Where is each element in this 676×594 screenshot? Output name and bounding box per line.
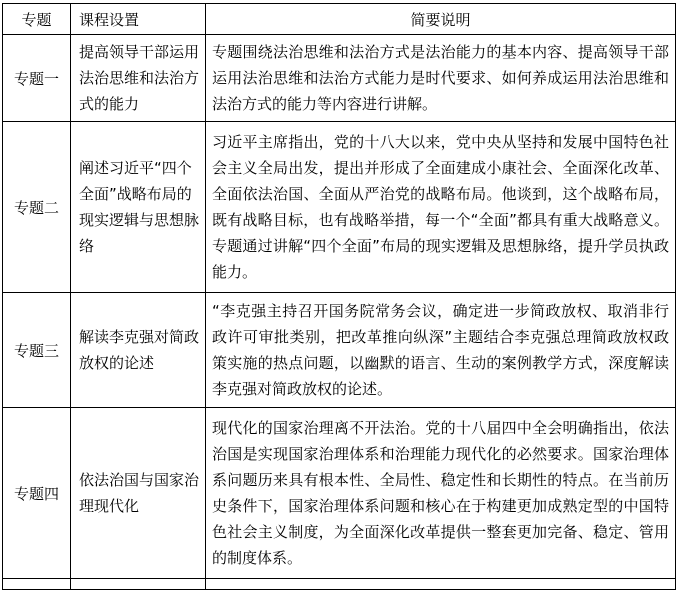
course-cell: 依法治国与国家治理现代化	[71, 408, 206, 579]
table-row	[3, 122, 676, 293]
course-cell: 阐述习近平“四个全面”战略布局的现实逻辑与思想脉络	[71, 122, 206, 293]
header-course: 课程设置	[71, 4, 206, 35]
curriculum-table	[2, 3, 676, 590]
table-header-row	[3, 4, 676, 35]
description-cell: 专题围绕法治思维和法治方式是法治能力的基本内容、提高领导干部运用法治思维和法治方式能力是时代要求、如何养成运用法治思维和法治方式的能力等内容进行讲解。	[206, 35, 676, 122]
table-row	[3, 293, 676, 408]
description-cell: 现代化的国家治理离不开法治。党的十八届四中全会明确指出，依法治国是实现国家治理体系和治理能力现代化的必然要求。国家治理体系问题历来具有根本性、全局性、稳定性和长期性的特点。在当前历史条件下，国家治理体系问题和核心在于构建更加成熟定型的中国特色社会主义制度，为全面深化改革提供一整套更加完备、稳定、管用的制度体系。	[206, 408, 676, 579]
table-row	[3, 408, 676, 579]
header-topic: 专题	[3, 4, 71, 35]
description-cell: 习近平主席指出，党的十八大以来，党中央从坚持和发展中国特色社会主义全局出发，提出并形成了全面建成小康社会、全面深化改革、全面依法治国、全面从严治党的战略布局。他谈到，这个战略布局，既有战略目标，也有战略举措，每一个“全面”都具有重大战略意义。专题通过讲解“四个全面”布局的现实逻辑及思想脉络，提升学员执政能力。	[206, 122, 676, 293]
course-cell: 解读李克强对简政放权的论述	[71, 293, 206, 408]
topic-cell: 专题四	[3, 408, 71, 579]
empty-cell	[71, 579, 206, 590]
header-description: 简要说明	[206, 4, 676, 35]
course-cell: 提高领导干部运用法治思维和法治方式的能力	[71, 35, 206, 122]
topic-cell: 专题三	[3, 293, 71, 408]
topic-cell: 专题二	[3, 122, 71, 293]
empty-cell	[206, 579, 676, 590]
description-cell: “李克强主持召开国务院常务会议，确定进一步简政放权、取消非行政许可审批类别，把改革推向纵深”主题结合李克强总理简政放权政策实施的热点问题，以幽默的语言、生动的案例教学方式，深度解读李克强对简政放权的论述。	[206, 293, 676, 408]
topic-cell: 专题一	[3, 35, 71, 122]
empty-cell	[3, 579, 71, 590]
table-row-partial	[3, 579, 676, 590]
table-row	[3, 35, 676, 122]
